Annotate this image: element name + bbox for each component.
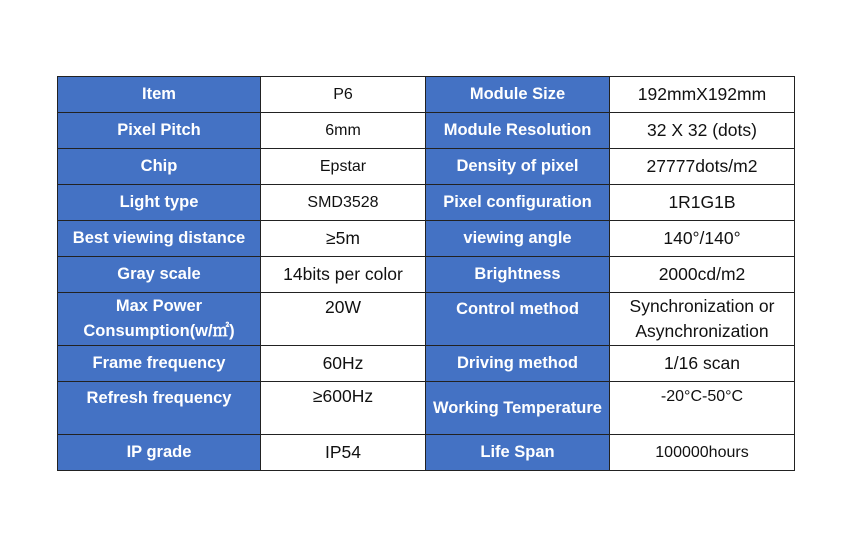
- spec-value: ≥600Hz: [261, 382, 426, 435]
- spec-value: 1R1G1B: [610, 185, 795, 221]
- spec-label: Pixel Pitch: [58, 113, 261, 149]
- spec-value: Epstar: [261, 149, 426, 185]
- spec-label: Driving method: [426, 346, 610, 382]
- spec-value: P6: [261, 77, 426, 113]
- spec-value: SMD3528: [261, 185, 426, 221]
- spec-value: 100000hours: [610, 435, 795, 471]
- spec-label: Life Span: [426, 435, 610, 471]
- spec-value: 27777dots/m2: [610, 149, 795, 185]
- spec-label: Module Size: [426, 77, 610, 113]
- spec-label: Best viewing distance: [58, 221, 261, 257]
- table-row: [58, 293, 795, 346]
- spec-label: Module Resolution: [426, 113, 610, 149]
- spec-value: 192mmX192mm: [610, 77, 795, 113]
- spec-label: Control method: [426, 293, 610, 346]
- spec-value: ≥5m: [261, 221, 426, 257]
- table-row: [58, 185, 795, 221]
- spec-label: Pixel configuration: [426, 185, 610, 221]
- spec-value: -20°C-50°C: [610, 382, 795, 435]
- spec-label: Brightness: [426, 257, 610, 293]
- spec-label: Density of pixel: [426, 149, 610, 185]
- spec-label: Frame frequency: [58, 346, 261, 382]
- table-row: [58, 77, 795, 113]
- spec-value: 60Hz: [261, 346, 426, 382]
- spec-label: Light type: [58, 185, 261, 221]
- spec-label: viewing angle: [426, 221, 610, 257]
- spec-value: 6mm: [261, 113, 426, 149]
- spec-label: Item: [58, 77, 261, 113]
- spec-label: Max Power Consumption(w/㎡): [58, 293, 261, 346]
- spec-label: Working Temperature: [426, 382, 610, 435]
- table-row: [58, 221, 795, 257]
- table-row: [58, 149, 795, 185]
- spec-value: 140°/140°: [610, 221, 795, 257]
- spec-label: Gray scale: [58, 257, 261, 293]
- spec-label: Refresh frequency: [58, 382, 261, 435]
- table-row: [58, 382, 795, 435]
- spec-value: Synchronization or Asynchronization: [610, 293, 795, 346]
- table-row: [58, 113, 795, 149]
- spec-value: 1/16 scan: [610, 346, 795, 382]
- table-row: [58, 435, 795, 471]
- spec-label: IP grade: [58, 435, 261, 471]
- table-row: [58, 257, 795, 293]
- spec-value: 32 X 32 (dots): [610, 113, 795, 149]
- spec-table: [57, 76, 795, 471]
- spec-value: 2000cd/m2: [610, 257, 795, 293]
- spec-value: IP54: [261, 435, 426, 471]
- spec-value: 14bits per color: [261, 257, 426, 293]
- spec-label: Chip: [58, 149, 261, 185]
- table-row: [58, 346, 795, 382]
- spec-value: 20W: [261, 293, 426, 346]
